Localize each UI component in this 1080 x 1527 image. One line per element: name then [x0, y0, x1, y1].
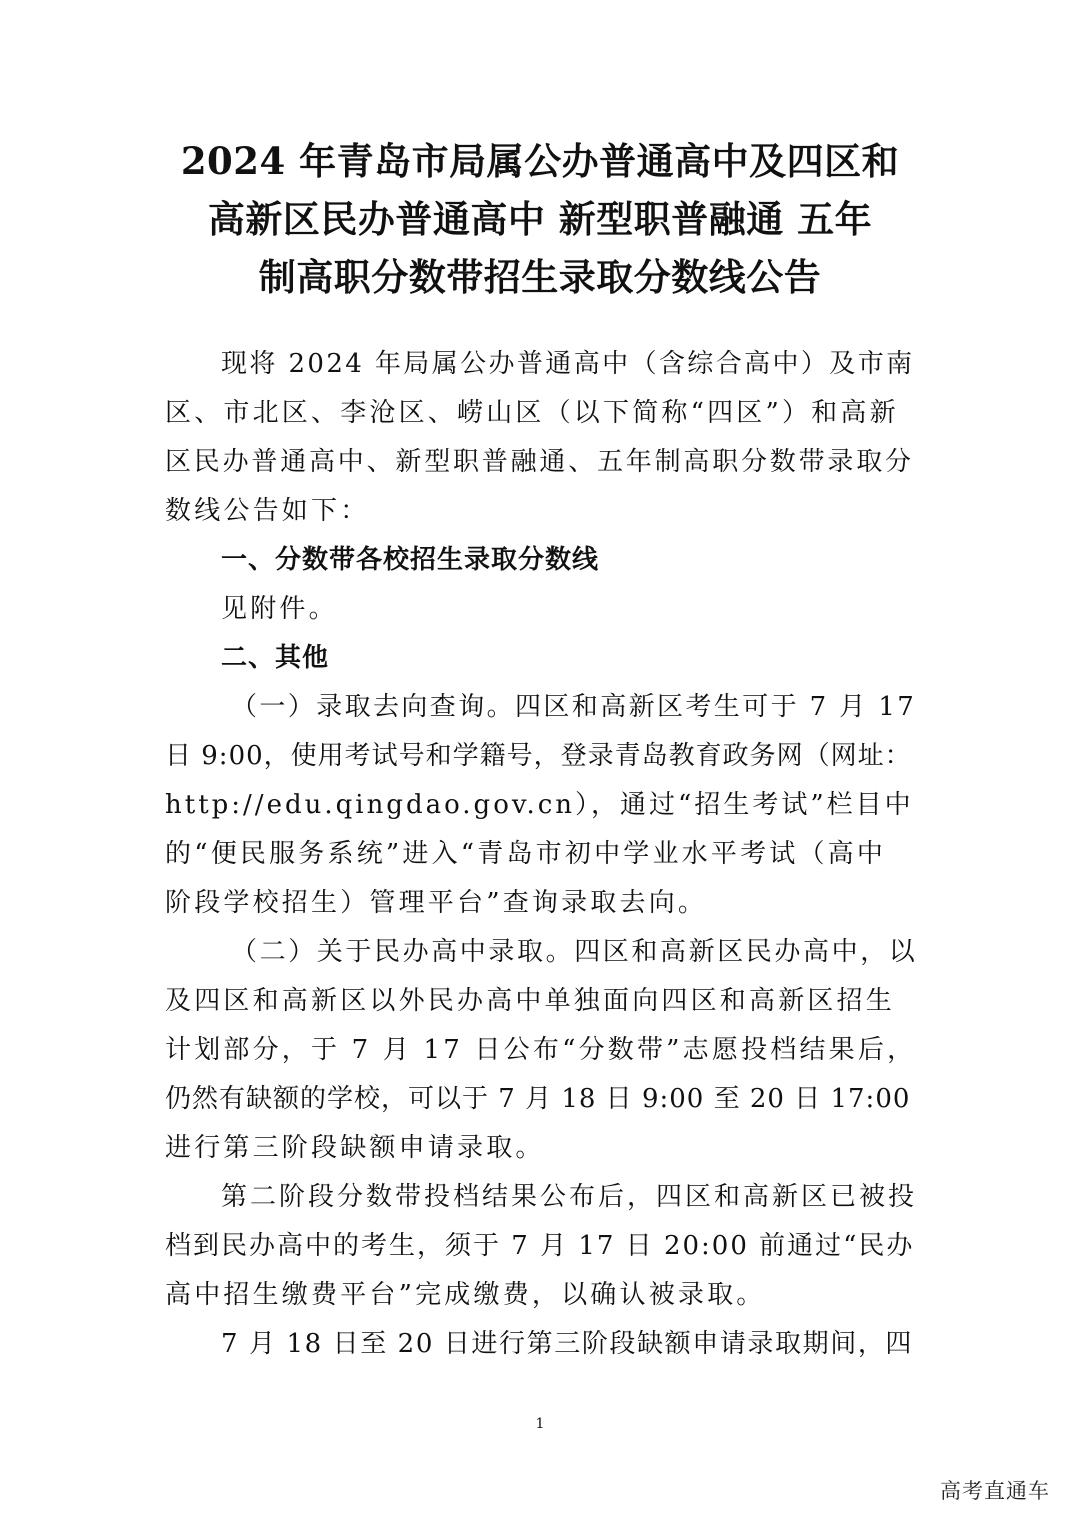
- text-line: 区、市北区、李沧区、崂山区（以下简称“四区”）和高新: [165, 398, 899, 428]
- text-line: 高中招生缴费平台”完成缴费，以确认被录取。: [165, 1280, 766, 1310]
- text-line: 的“便民服务系统”进入“青岛市初中学业水平考试（高中: [165, 839, 887, 869]
- text-line: （一）录取去向查询。四区和高新区考生可于 7 月 17: [231, 692, 917, 722]
- item-private-school-paragraph: [165, 928, 917, 1173]
- text-line: 及四区和高新区以外民办高中单独面向四区和高新区招生: [165, 986, 896, 1016]
- text-line: http://edu.qingdao.gov.cn），通过“招生考试”栏目中: [165, 790, 914, 820]
- title-line: 高新区民办普通高中 新型职普融通 五年: [207, 197, 873, 241]
- section-body: 见附件。: [221, 594, 338, 624]
- text-line: 第二阶段分数带投档结果公布后，四区和高新区已被投: [221, 1182, 918, 1212]
- page-number: 1: [535, 1416, 545, 1432]
- text-line: 仍然有缺额的学校，可以于 7 月 18 日 9:00 至 20 日 17:00: [165, 1084, 911, 1114]
- text-line: （二）关于民办高中录取。四区和高新区民办高中，以: [231, 937, 918, 967]
- section-heading: 二、其他: [221, 643, 330, 673]
- third-stage-paragraph: [165, 1320, 917, 1369]
- text-line: 阶段学校招生）管理平台”查询录取去向。: [165, 888, 708, 918]
- text-line: 日 9:00，使用考试号和学籍号，登录青岛教育政务网（网址：: [165, 741, 912, 771]
- section-heading: 一、分数带各校招生录取分数线: [221, 545, 600, 575]
- title-line: 2024 年青岛市局属公办普通高中及四区和: [180, 139, 900, 183]
- intro-paragraph: [165, 340, 917, 536]
- item-query-paragraph: [165, 683, 917, 928]
- text-line: 现将 2024 年局属公办普通高中（含综合高中）及市南: [221, 349, 915, 379]
- text-line: 进行第三阶段缺额申请录取。: [165, 1133, 545, 1163]
- payment-paragraph: [165, 1173, 917, 1320]
- title-line: 制高职分数带招生录取分数线公告: [258, 255, 822, 299]
- text-line: 7 月 18 日至 20 日进行第三阶段缺额申请录取期间，四: [221, 1329, 914, 1359]
- text-line: 档到民办高中的考生，须于 7 月 17 日 20:00 前通过“民办: [165, 1231, 915, 1261]
- text-line: 区民办普通高中、新型职普融通、五年制高职分数带录取分: [165, 447, 914, 477]
- text-line: 计划部分，于 7 月 17 日公布“分数带”志愿投档结果后，: [165, 1035, 917, 1065]
- text-line: 数线公告如下：: [165, 496, 370, 526]
- document-title: [150, 132, 930, 306]
- watermark: 高考直通车: [940, 1479, 1050, 1503]
- document-body: [165, 340, 917, 1369]
